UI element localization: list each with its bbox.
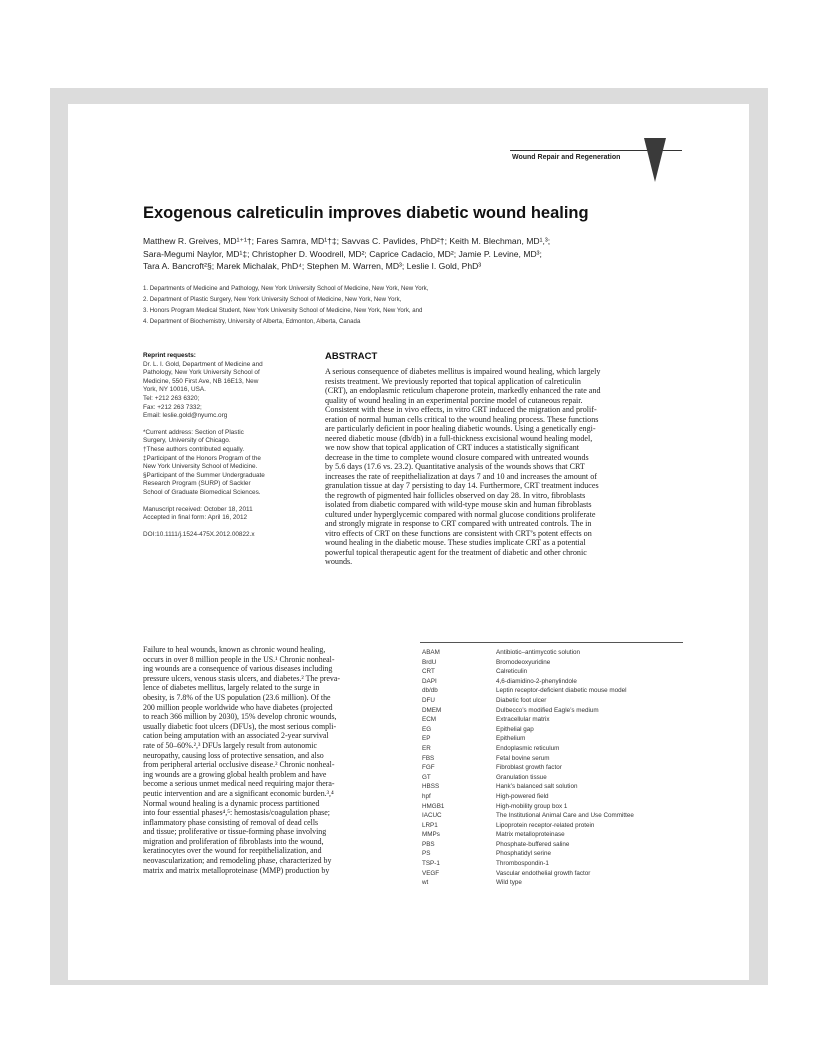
abstract-line: granulation tissue at day 7 persisting to day 14. Furthermore, CRT treatment induces <box>325 481 599 490</box>
body-text-line: and tissue; proliferative or tissue-forming phase involving <box>143 827 327 837</box>
abstract-line: increases the rate of reepithelialization at days 7 and 10 and increases the amount of <box>325 471 597 481</box>
abbreviation-term: db/db <box>422 687 438 695</box>
accepted-date: Accepted in final form: April 16, 2012 <box>143 514 248 522</box>
body-text-line: lence of diabetes mellitus, largely related to the surge in <box>143 683 320 693</box>
abbreviation-definition: Thrombospondin-1 <box>496 860 549 868</box>
journal-name: Wound Repair and Regeneration <box>512 154 621 161</box>
author-note-line: New York University School of Medicine. <box>143 463 258 471</box>
body-text-line: from peripheral arterial occlusive disease.² Chronic nonheal- <box>143 760 335 770</box>
abbreviation-row <box>422 869 684 879</box>
abbreviation-definition: Hank’s balanced salt solution <box>496 783 578 791</box>
abbreviation-row <box>422 792 684 802</box>
abstract-line: wounds. <box>325 557 353 566</box>
body-text-line: to reach 366 million by 2030), 15% develop chronic wounds, <box>143 712 337 722</box>
abbreviation-term: ABAM <box>422 649 440 656</box>
abstract-line: decrease in the time to complete wound closure compared with untreated wounds <box>325 452 589 462</box>
abbreviation-row <box>422 763 684 773</box>
abbreviation-definition: Dulbecco’s modified Eagle’s medium <box>496 706 599 714</box>
abbreviation-row <box>422 725 684 735</box>
abbreviation-term: PBS <box>422 840 435 848</box>
abbreviation-definition: Lipoprotein receptor-related protein <box>496 821 595 829</box>
abbreviation-term: EP <box>422 735 431 743</box>
abstract-line: are particularly deficient in poor healing diabetic wounds. Using a genetically engi- <box>325 424 596 433</box>
abbreviation-term: MMPs <box>422 831 440 839</box>
abbreviation-definition: Antibiotic–antimycotic solution <box>496 649 580 656</box>
reprint-line: York, NY 10016, USA. <box>143 386 206 394</box>
abstract-line: we now show that topical application of CRT induces a statistically significant <box>325 443 580 452</box>
abbreviation-definition: Granulation tissue <box>496 773 547 781</box>
author-note-line: §Participant of the Summer Undergraduate <box>143 471 265 479</box>
abstract-body <box>325 367 683 567</box>
affiliation-line: 1. Departments of Medicine and Pathology, New York University School of Medicine, New York, New York, <box>143 285 429 292</box>
abbreviation-term: DAPI <box>422 677 437 685</box>
body-text-line: keratinocytes over the wound for reepithelialization, and <box>143 846 322 856</box>
abbreviation-term: wt <box>422 879 429 887</box>
reprint-heading: Reprint requests: <box>143 352 196 359</box>
body-text-line: 200 million people worldwide who have diabetes (projected <box>143 702 333 712</box>
abbreviation-definition: Matrix metalloproteinase <box>496 831 565 839</box>
reprint-line: Tel: +212 263 6320; <box>143 394 200 402</box>
abbreviation-definition: Epithelial gap <box>496 725 534 733</box>
abbreviation-term: TSP-1 <box>422 860 440 868</box>
article-title: Exogenous calreticulin improves diabetic wound healing <box>143 204 589 222</box>
author-note-line: †These authors contributed equally. <box>143 445 245 453</box>
abbreviation-row <box>422 782 684 792</box>
author-note-line: Surgery, University of Chicago. <box>143 437 231 445</box>
abbreviation-definition: Extracellular matrix <box>496 716 550 724</box>
abstract-heading: ABSTRACT <box>325 351 378 362</box>
body-text-line: inflammatory phase consisting of removal of dead cells <box>143 817 319 827</box>
abbreviation-term: IACUC <box>422 812 442 820</box>
doi-block <box>143 531 308 540</box>
abbreviation-definition: Phosphatidyl serine <box>496 850 551 858</box>
body-text-line: pressure ulcers, venous stasis ulcers, and diabetes.² The preva- <box>143 673 341 683</box>
body-text-line: Normal wound healing is a dynamic process partitioned <box>143 798 320 808</box>
abbreviation-definition: Endoplasmic reticulum <box>496 744 560 752</box>
abbreviation-term: DFU <box>422 696 435 704</box>
doi: DOI:10.1111/j.1524-475X.2012.00822.x <box>143 530 255 538</box>
abstract-line: wound healing in the diabetic mouse. These studies implicate CRT as a potential <box>325 538 586 547</box>
abbreviation-definition: High-powered field <box>496 792 549 800</box>
body-text-line: cation being amputation with an associated 2-year survival <box>143 731 329 741</box>
abstract-line: quality of wound healing in an experimental porcine model of cutaneous repair. <box>325 395 583 405</box>
author-line: Matthew R. Greives, MD¹⁺¹†; Fares Samra, MD¹†‡; Savvas C. Pavlides, PhD²†; Keith M. Blechman, MD¹,³; <box>143 236 551 246</box>
abbreviation-row <box>422 802 684 812</box>
affiliation-line: 2. Department of Plastic Surgery, New York University School of Medicine, New York, New York, <box>143 296 402 303</box>
abstract-line: powerful topical therapeutic agent for the treatment of diabetic and other chronic <box>325 547 587 557</box>
abbreviation-term: PS <box>422 850 431 858</box>
abbreviation-term: ER <box>422 744 431 752</box>
abbreviation-row <box>422 859 684 869</box>
abbreviations-table <box>422 648 684 888</box>
author-note-line: School of Graduate Biomedical Sciences. <box>143 488 261 496</box>
body-text-line: obesity, is 7.8% of the US population (23.6 million). Of the <box>143 692 331 702</box>
reprint-line: Dr. L. I. Gold, Department of Medicine and <box>143 360 263 368</box>
body-text-line: into four essential phases⁴,⁵: hemostasis/coagulation phase; <box>143 808 330 818</box>
body-text-line: become a serious unmet medical need requiring major thera- <box>143 779 335 789</box>
body-text-line: ing wounds are a consequence of various diseases including <box>143 664 333 674</box>
abbreviation-term: FGF <box>422 764 435 772</box>
abbreviation-row <box>422 744 684 754</box>
abbreviation-term: hpf <box>422 792 431 800</box>
abbreviation-definition: The Institutional Animal Care and Use Committee <box>496 812 634 820</box>
body-text-line: matrix and matrix metalloproteinase (MMP) production by <box>143 865 330 875</box>
author-line: Tara A. Bancroft²§; Marek Michalak, PhD⁴; Stephen M. Warren, MD³; Leslie I. Gold, PhD³ <box>143 261 482 271</box>
author-notes-block <box>143 429 308 498</box>
abbreviation-definition: Bromodeoxyuridine <box>496 658 551 666</box>
abbreviation-definition: 4,6-diamidino-2-phenylindole <box>496 677 577 685</box>
body-text-line: neuropathy, causing loss of protective sensation, and also <box>143 750 324 760</box>
author-line: Sara-Megumi Naylor, MD¹‡; Christopher D. Woodrell, MD²; Caprice Cadacio, MD²; Jamie P. Levine, MD³; <box>143 248 542 259</box>
abbreviation-definition: Vascular endothelial growth factor <box>496 869 591 877</box>
abbreviation-row <box>422 686 684 696</box>
abbreviation-row <box>422 648 684 658</box>
body-text-line: migration and proliferation of fibroblasts into the wound, <box>143 836 324 846</box>
abbreviation-term: HBSS <box>422 783 440 791</box>
abstract-line: resists treatment. We previously reported that topical application of calreticulin <box>325 376 581 386</box>
journal-logo-wedge-icon <box>644 138 666 182</box>
author-note-line: Research Program (SURP) of Sackler <box>143 480 251 488</box>
abbreviation-definition: Phosphate-buffered saline <box>496 840 570 848</box>
affiliation-line: 3. Honors Program Medical Student, New York University School of Medicine, New York, New York, and <box>143 307 423 314</box>
abbreviation-definition: Fibroblast growth factor <box>496 764 562 772</box>
abbreviation-row <box>422 821 684 831</box>
author-list <box>143 235 683 273</box>
affiliation-line: 4. Department of Biochemistry, University of Alberta, Edmonton, Alberta, Canada <box>143 318 361 325</box>
body-text-line: rate of 50–60%.²,³ DFUs largely result from autonomic <box>143 740 317 750</box>
abbreviation-row <box>422 830 684 840</box>
abbreviation-term: EG <box>422 725 432 733</box>
abbreviation-definition: Epithelium <box>496 735 526 743</box>
body-text-line: Failure to heal wounds, known as chronic wound healing, <box>143 645 326 654</box>
abbreviation-term: DMEM <box>422 706 442 714</box>
affiliation-list <box>143 283 663 327</box>
abbreviation-row <box>422 773 684 783</box>
abbreviation-row <box>422 706 684 716</box>
abbreviation-definition: Leptin receptor-deficient diabetic mouse model <box>496 687 627 695</box>
abbreviation-row <box>422 754 684 764</box>
abstract-line: vitro effects of CRT on these functions are consistent with CRT’s potent effects on <box>325 528 592 538</box>
abstract-line: neered diabetic mouse (db/db) in a full-thickness excisional wound healing model, <box>325 433 593 443</box>
abbreviation-term: ECM <box>422 716 436 724</box>
abbreviation-row <box>422 696 684 706</box>
abbreviation-row <box>422 677 684 687</box>
reprint-line: Medicine, 550 First Ave, NB 16E13, New <box>143 377 259 385</box>
abbreviation-row <box>422 715 684 725</box>
body-text-line: occurs in over 8 million people in the US.¹ Chronic nonheal- <box>143 654 335 664</box>
author-note-line: *Current address: Section of Plastic <box>143 428 244 436</box>
abstract-line: cultured under hyperglycemic compared with normal glucose conditions proliferate <box>325 509 596 519</box>
abbreviation-definition: Wild type <box>496 879 522 887</box>
article-sidebar <box>143 352 308 547</box>
abbreviation-row <box>422 878 684 888</box>
abbreviation-definition: Fetal bovine serum <box>496 754 550 762</box>
body-text-line: ing wounds are a growing global health problem and have <box>143 769 327 779</box>
abstract-line: A serious consequence of diabetes mellitus is impaired wound healing, which largely <box>325 367 601 376</box>
abbreviation-row <box>422 849 684 859</box>
abstract-line: Consistent with these in vivo effects, in vitro CRT induced the migration and prolif- <box>325 405 597 414</box>
abbreviation-term: HMGB1 <box>422 802 445 810</box>
abbreviation-row <box>422 811 684 821</box>
abstract-line: isolated from diabetic compared with wild-type mouse skin and human fibroblasts <box>325 500 592 509</box>
abstract-line: by 5.6 days (17.6 vs. 23.2). Quantitative analysis of the wounds shows that CRT <box>325 462 585 471</box>
body-text-line: usually diabetic foot ulcers (DFUs), the most serious compli- <box>143 721 337 731</box>
abstract-line: and strongly migrate in response to CRT compared with untreated controls. The in <box>325 519 592 528</box>
abbreviation-term: VEGF <box>422 869 440 877</box>
reprint-block <box>143 352 308 421</box>
reprint-email: Email: leslie.gold@nyumc.org <box>143 412 228 420</box>
abbreviation-term: CRT <box>422 668 435 676</box>
intro-body-column <box>143 645 405 875</box>
abstract-line: (CRT), an endoplasmic reticulum chaperone protein, markedly enhanced the rate and <box>325 386 601 395</box>
abbreviation-row <box>422 734 684 744</box>
manuscript-dates-block <box>143 506 308 523</box>
abbreviation-term: FBS <box>422 754 435 762</box>
abbreviation-definition: High-mobility group box 1 <box>496 802 568 810</box>
reprint-line: Pathology, New York University School of <box>143 369 260 377</box>
abstract-line: the regrowth of pigmented hair follicles observed on day 28. In vitro, fibroblasts <box>325 490 586 500</box>
abbreviation-row <box>422 658 684 668</box>
abbreviation-term: GT <box>422 773 431 781</box>
abbreviation-row <box>422 667 684 677</box>
abstract-line: eration of normal human cells critical to the wound healing process. These functions <box>325 414 599 424</box>
body-text-line: neovascularization; and remodeling phase, characterized by <box>143 856 332 866</box>
abbreviation-row <box>422 840 684 850</box>
abbreviation-definition: Diabetic foot ulcer <box>496 696 547 704</box>
received-date: Manuscript received: October 18, 2011 <box>143 505 253 513</box>
body-text-line: peutic intervention and are a significant economic burden.³,⁴ <box>143 788 334 798</box>
section-divider <box>420 642 683 643</box>
abbreviation-term: LRP1 <box>422 821 438 829</box>
author-note-line: ‡Participant of the Honors Program of the <box>143 454 261 462</box>
reprint-line: Fax: +212 263 7332; <box>143 403 202 411</box>
abbreviation-definition: Calreticulin <box>496 668 528 676</box>
abbreviation-term: BrdU <box>422 658 437 666</box>
